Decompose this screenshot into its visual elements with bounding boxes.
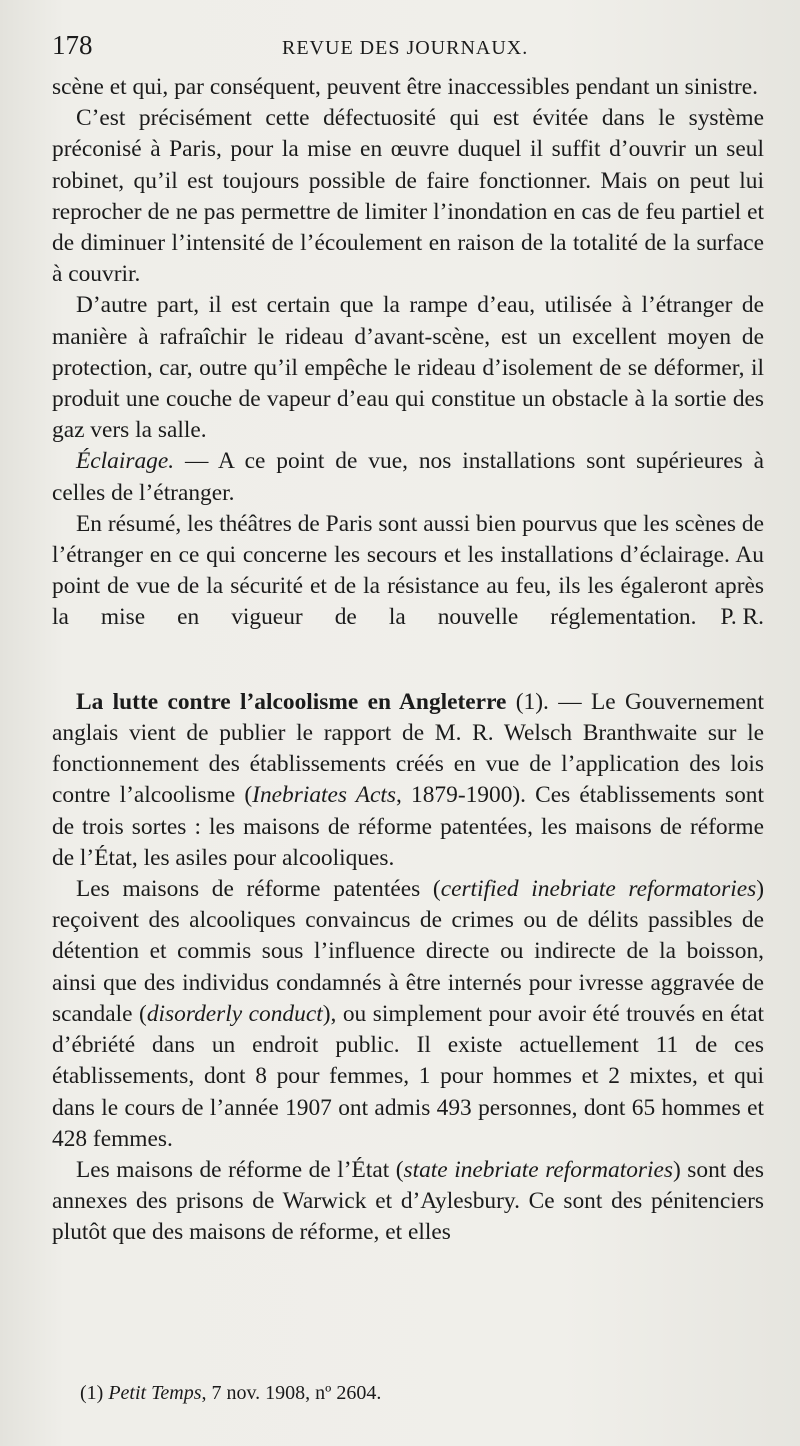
certified-italic-1: certified inebriate reformatories (440, 876, 757, 903)
page-number: 178 (52, 30, 93, 60)
certified-text-c: ), ou simplement pour avoir été trouvés en état d’ébriété dans un endroit public. Il existe actuellement 11 de ces établissements, dont 8 pour femmes, 1 pour hommes et 2 mixtes, et qui dans le cours de l’année 1907 ont admis 493 personnes, dont 65 hommes et 428 femmes. (52, 1000, 764, 1152)
paragraph-certified-reformatories (52, 874, 764, 1155)
state-italic: state inebriate reformatories (403, 1156, 673, 1183)
footnote-source: Petit Temps (108, 1382, 202, 1404)
running-head: REVUE DES JOURNAUX. (282, 37, 529, 59)
certified-italic-2: disorderly conduct (146, 1000, 323, 1027)
intro-italic: Inebriates Acts (252, 782, 397, 809)
paragraph-water-ramp: D’autre part, il est certain que la rampe d’eau, utilisée à l’étranger de manière à rafraîchir le rideau d’avant-scène, est un excellent moyen de protection, car, outre qu’il empêche le rideau d’isolement de se déformer, il produit une couche de vapeur d’eau qui constitue un obstacle à la sortie des gaz vers la salle. (52, 292, 764, 444)
intro-text-a: (1). — Le Gouvernement anglais vient de publier le rapport de M. R. Welsch Branthwaite sur le fonctionnement des établissements créés en vue de l’application des lois contre l’alcoolisme ( (52, 688, 764, 809)
page-header (52, 30, 764, 72)
intro-text-b: , 1879-1900). Ces établissements sont de trois sortes : les maisons de réforme patentées, les maisons de réforme de l’État, les asiles pour alcooliques. (52, 782, 764, 871)
paragraph-state-reformatories (52, 1155, 764, 1249)
section-gap (52, 665, 764, 687)
state-text-a: Les maisons de réforme de l’État ( (76, 1156, 404, 1183)
paragraph-lighting (52, 446, 764, 508)
paragraph-summary (52, 509, 764, 665)
body-text (52, 72, 764, 1249)
state-text-b: ) sont des annexes des prisons de Warwick et d’Aylesbury. Ce sont des pénitenciers plutôt que des maisons de réforme, et elles (52, 1156, 764, 1246)
footnote-details: , 7 nov. 1908, nº 2604. (201, 1382, 382, 1404)
certified-text-a: Les maisons de réforme patentées ( (76, 876, 441, 903)
summary-text: En résumé, les théâtres de Paris sont aussi bien pourvus que les scènes de l’étranger en ce qui concerne les secours et les installations d’éclairage. Au point de vue de la sécurité et de la résistance au feu, ils les égaleront après la mise en vigueur de la nouvelle réglementation. (52, 510, 764, 631)
footnote-marker: (1) (80, 1382, 109, 1404)
author-signature: P. R. (720, 604, 764, 631)
footnote (80, 1382, 381, 1405)
article-title: La lutte contre l’alcoolisme en Angleterre (76, 688, 507, 715)
certified-text-b: ) reçoivent des alcooliques convaincus de crimes ou de délits passibles de détention et commis sous l’influence directe ou indirecte de la boisson, ainsi que des individus condamnés à être internés pour ivresse aggravée de scandale ( (52, 876, 764, 1027)
paragraph-continuation: scène et qui, par conséquent, peuvent être inaccessibles pendant un sinistre. (52, 74, 759, 100)
lighting-text: — A ce point de vue, nos installations sont supérieures à celles de l’étranger. (52, 448, 764, 506)
paragraph-paris-system: C’est précisément cette défectuosité qui est évitée dans le système préconisé à Paris, pour la mise en œuvre duquel il suffit d’ouvrir un seul robinet, qu’il est toujours possible de faire fonctionner. Mais on peut lui reprocher de ne pas permettre de limiter l’inondation en cas de feu partiel et de diminuer l’intensité de l’écoulement en raison de la totalité de la surface à couvrir. (52, 105, 764, 288)
lighting-heading: Éclairage. (76, 448, 175, 475)
paragraph-alcoholism-intro (52, 687, 764, 874)
